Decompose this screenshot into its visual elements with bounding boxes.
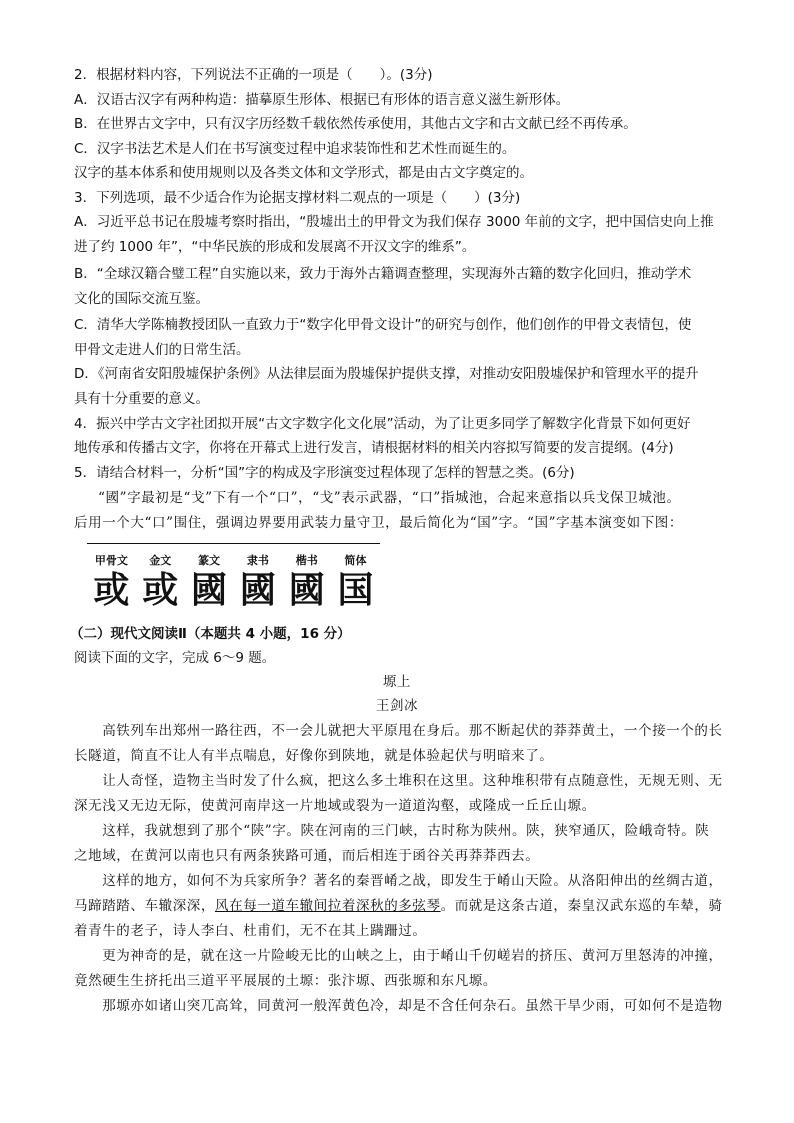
q3-stem: 3．下列选项，最不少适合作为论据支撑材料二观点的一项是（ ）(3分) (74, 190, 521, 206)
guo-evolution-figure (87, 543, 380, 616)
label-regular: 楷书 (295, 554, 318, 567)
q3-option-a-line1: A．习近平总书记在殷墟考察时指出，“殷墟出土的甲骨文为我们保存 3000 年前的文字，把中国信史向上推 (74, 214, 714, 230)
label-seal: 篆文 (198, 554, 221, 567)
essay-p3-line2: 之地域，在黄河以南也只有两条狭路可通，而后相连于函谷关再莽莽西去。 (74, 848, 540, 864)
q3-option-d-line1: D．《河南省安阳殷墟保护条例》从法律层面为殷墟保护提供支撑，对推动安阳殷墟保护和管理水平的提升 (74, 366, 699, 382)
q4-line1: 4．振兴中学古文字社团拟开展“古文字数字化文化展”活动，为了让更多同学了解数字化背景下如何更好 (74, 416, 691, 432)
q2-stem: 2．根据材料内容，下列说法不正确的一项是（ ）。(3分) (74, 67, 433, 83)
essay-title: 塬上 (382, 674, 412, 690)
essay-p6-line1: 那塬亦如诸山突兀高耸，同黄河一般浑黄色冷，却是不含任何杂石。虽然干旱少雨，可如何不是造物 (74, 998, 723, 1014)
essay-p4-line2-end: 。而就是这条古道，秦皇汉武东巡的车辇，骑 (440, 898, 723, 914)
essay-p4-line2-start: 马蹄踏踏、车辙深深， (74, 898, 215, 914)
essay-p3-line1: 这样，我就想到了那个“陕”字。陕在河南的三门峡，古时称为陕州。陕，狭窄通仄，险峨奇特。陕 (74, 823, 710, 839)
glyph-oracle-bone: 或 (93, 569, 130, 611)
label-simplified: 简体 (344, 554, 367, 567)
q2-option-a: A．汉语古汉字有两种构造：描摹原生形体、根据已有形体的语言意义滋生新形体。 (74, 92, 570, 108)
essay-p4-line1: 这样的地方，如何不为兵家所争？著名的秦晋崤之战，即发生于崤山天险。从洛阳伸出的丝绸古道， (74, 873, 723, 889)
glyph-bronze: 或 (142, 569, 179, 611)
q3-option-b-line1: B．“全球汉籍合璧工程”自实施以来，致力于海外古籍调查整理，实现海外古籍的数字化回归，推动学术 (74, 266, 692, 282)
evolution-glyphs (87, 568, 380, 612)
label-clerical: 隶书 (246, 554, 269, 567)
q2-option-c: C．汉字书法艺术是人们在书写演变过程中追求装饰性和艺术性而诞生的。 (74, 141, 516, 157)
q3-option-b-line2: 文化的国际交流互鉴。 (74, 291, 209, 307)
q3-option-d-line2: 具有十分重要的意义。 (74, 391, 209, 407)
label-oracle-bone: 甲骨文 (94, 554, 128, 567)
q5-note-line2: 后用一个大“口”围住，强调边界要用武装力量守卫，最后简化为“国”字。“国”字基本演变如下图： (74, 515, 684, 531)
glyph-clerical: 國 (239, 569, 276, 611)
q5-note-line1: “國”字最初是“戈”下有一个“口”，“戈”表示武器，“口”指城池，合起来意指以兵戈保卫城池。 (98, 490, 681, 506)
glyph-simplified: 国 (337, 569, 374, 611)
essay-p5-line2: 竟然硬生生挤托出三道平平展展的土塬：张汴塬、西张塬和东凡塬。 (74, 973, 497, 989)
q2-option-b: B．在世界古文字中，只有汉字历经数千载依然传承使用，其他古文字和古文献已经不再传承。 (74, 116, 637, 132)
glyph-regular: 國 (288, 569, 325, 611)
essay-p1-line1: 高铁列车出郑州一路往西，不一会儿就把大平原甩在身后。那不断起伏的莽莽黄土，一个接一个的长 (74, 723, 723, 739)
q2-option-d: 汉字的基本体系和使用规则以及各类文体和文学形式，都是由古文字奠定的。 (74, 165, 533, 181)
essay-p4-line2 (74, 894, 734, 918)
q5-stem: 5．请结合材料一，分析“国”字的构成及字形演变过程体现了怎样的智慧之类。(6分) (74, 465, 575, 481)
essay-author: 王剑冰 (375, 698, 419, 714)
essay-p1-line2: 长隧道，简直不让人有半点喘息，好像你到陕地，就是体验起伏与明暗来了。 (74, 748, 554, 764)
q3-option-c-line1: C．清华大学陈楠教授团队一直致力于“数字化甲骨文设计”的研究与创作，他们创作的甲骨文表情包，使 (74, 317, 692, 333)
q3-option-a-line2: 进了约 1000 年”，“中华民族的形成和发展离不开汉文字的维系”。 (74, 239, 476, 255)
q4-line2: 地传承和传播古文字，你将在开幕式上进行发言，请根据材料的相关内容拟写简要的发言提纲。(4分) (74, 440, 674, 456)
essay-p4-line3: 着青牛的老子，诗人李白、杜甫们，无不在其上蹒跚过。 (74, 923, 427, 939)
section-instruction: 阅读下面的文字，完成 6～9 题。 (74, 650, 276, 666)
essay-p5-line1: 更为神奇的是，就在这一片险峻无比的山峡之上，由于崤山千仞嵯岩的挤压、黄河万里怒涛的冲撞， (74, 948, 723, 964)
evolution-labels (87, 552, 380, 568)
essay-p2-line2: 深无浅又无边无际，使黄河南岸这一片地域或裂为一道道沟壑，或隆成一丘丘山塬。 (74, 798, 596, 814)
label-bronze: 金文 (149, 554, 172, 567)
q3-option-c-line2: 甲骨文走进人们的日常生活。 (74, 342, 250, 358)
glyph-seal: 國 (191, 569, 228, 611)
essay-p2-line1: 让人奇怪，造物主当时发了什么疯，把这么多土堆积在这里。这种堆积带有点随意性，无规无则、无 (74, 773, 723, 789)
underlined-sentence: 风在每一道车辙间拉着深秋的多弦琴 (215, 898, 441, 914)
section-heading: （二）现代文阅读Ⅱ（本题共 4 小题，16 分） (70, 626, 351, 642)
